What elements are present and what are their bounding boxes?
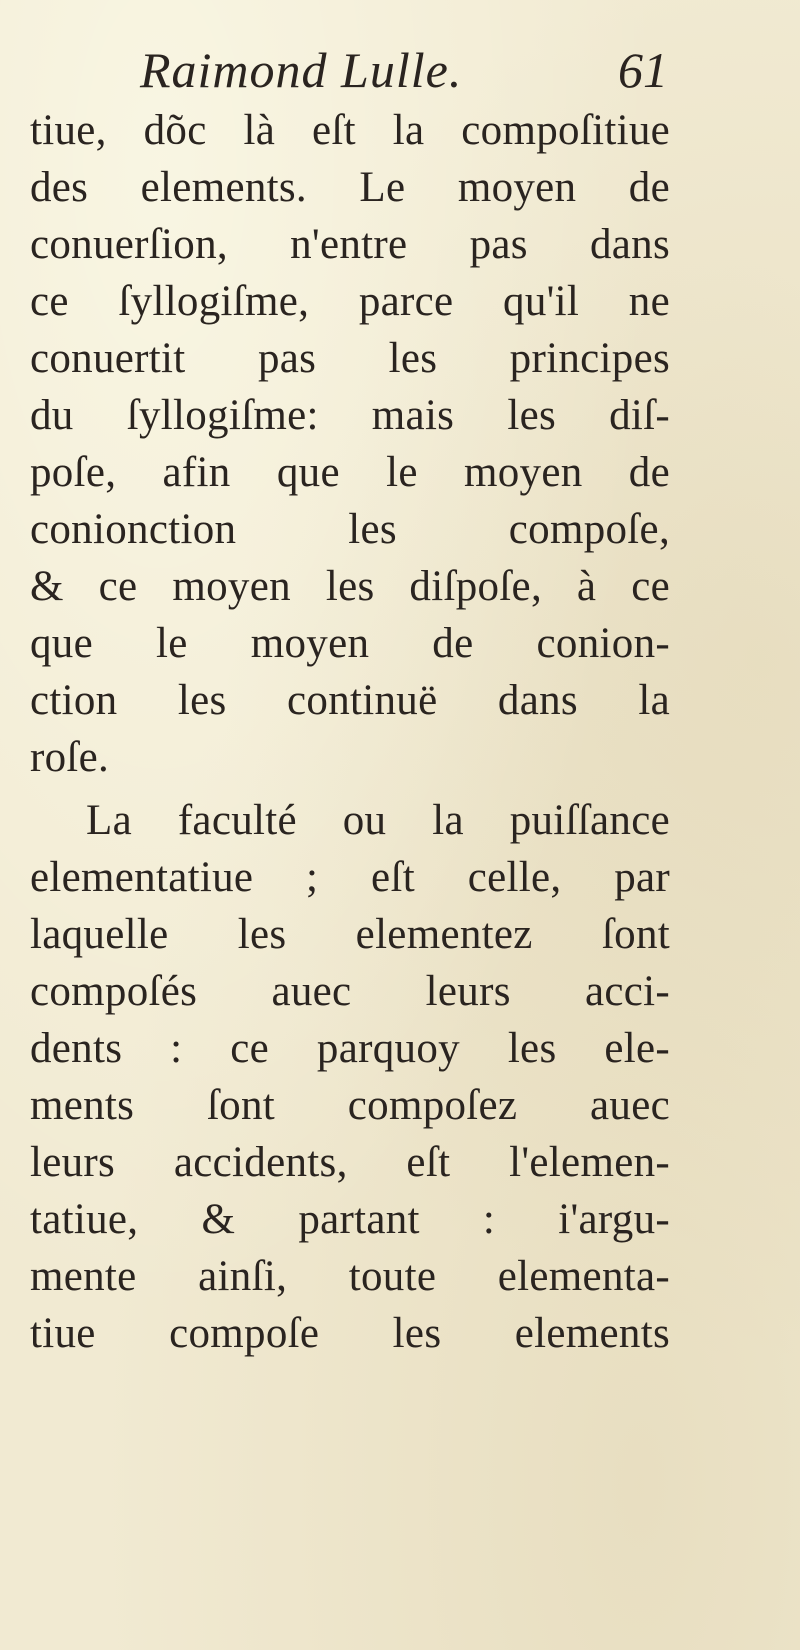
text-line: conionction les compoſe, [30,506,670,553]
text-line: laquelle les elementez ſont [30,911,670,958]
text-line: tatiue, & partant : i'argu- [30,1196,670,1243]
body-text [30,102,670,1362]
text-line: La faculté ou la puiſſance [86,797,670,844]
paragraph-2 [30,792,670,1362]
text-line: leurs accidents, eſt l'elemen- [30,1139,670,1186]
paragraph-1 [30,102,670,786]
text-line: que le moyen de conion- [30,620,670,667]
text-line: poſe, afin que le moyen de [30,449,670,496]
text-line: conuertit pas les principes [30,335,670,382]
text-line: des elements. Le moyen de [30,164,670,211]
running-head-title: Raimond Lulle. [140,42,463,98]
text-line: roſe. [30,734,110,781]
text-line: ce ſyllogiſme, parce qu'il ne [30,278,670,325]
text-line: elementatiue ; eſt celle, par [30,854,670,901]
page-number: 61 [618,42,668,98]
text-line: mente ainſi, toute elementa- [30,1253,670,1300]
text-line: du ſyllogiſme: mais les diſ- [30,392,670,439]
text-line: ments ſont compoſez auec [30,1082,670,1129]
text-line: conuerſion, n'entre pas dans [30,221,670,268]
running-head [0,40,800,100]
text-line: ction les continuë dans la [30,677,670,724]
text-line: compoſés auec leurs acci- [30,968,670,1015]
text-line: tiue, dõc là eſt la compoſitiue [30,107,670,154]
text-line: dents : ce parquoy les ele- [30,1025,670,1072]
text-line: & ce moyen les diſpoſe, à ce [30,563,670,610]
text-line: tiue compoſe les elements [30,1310,670,1357]
